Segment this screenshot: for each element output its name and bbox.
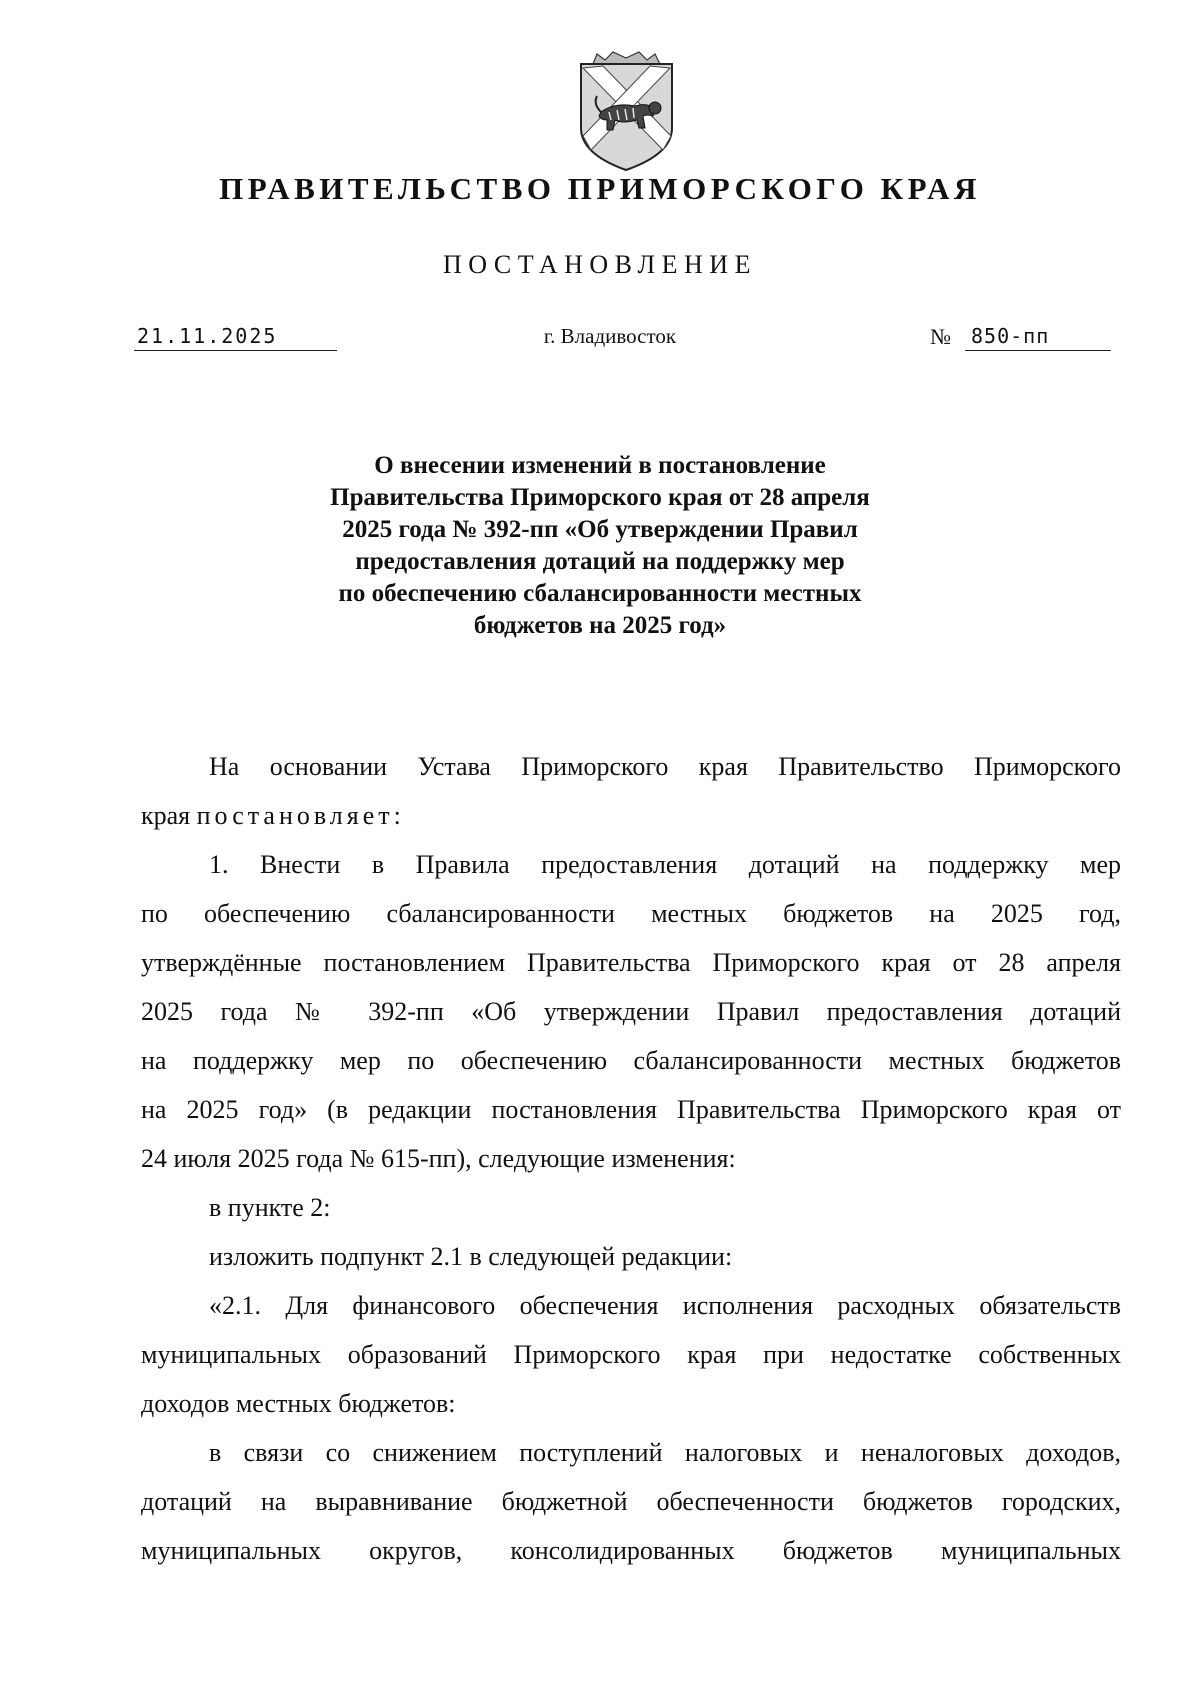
body-line: утверждённые постановлением Правительства Приморского края от 28 апреля [141, 948, 1121, 977]
body-line [141, 791, 1121, 840]
document-date: 21.11.2025 [134, 323, 337, 351]
body-line: доходов местных бюджетов: [141, 1389, 456, 1418]
number-sign: № [930, 324, 951, 349]
body-line: в связи со снижением поступлений налоговых и неналоговых доходов, [209, 1438, 1121, 1467]
coat-of-arms-emblem [575, 50, 678, 173]
heading-line: О внесении изменений в постановление [374, 452, 826, 479]
body-line: «2.1. Для финансового обеспечения исполнения расходных обязательств [209, 1291, 1121, 1320]
body-line: 24 июля 2025 года № 615-пп), следующие изменения: [141, 1144, 736, 1173]
heading-line: по обеспечению сбалансированности местных [338, 580, 862, 607]
body-line: изложить подпункт 2.1 в следующей редакции: [209, 1242, 733, 1271]
government-title: ПРАВИТЕЛЬСТВО ПРИМОРСКОГО КРАЯ [219, 171, 981, 206]
document-type: ПОСТАНОВЛЕНИЕ [443, 250, 757, 279]
body-line: 2025 года № 392-пп «Об утверждении Правил предоставления дотаций [141, 997, 1121, 1026]
body-line: муниципальных образований Приморского края при недостатке собственных [141, 1340, 1121, 1369]
body-line: дотаций на выравнивание бюджетной обеспеченности бюджетов городских, [141, 1487, 1121, 1516]
body-line: на поддержку мер по обеспечению сбалансированности местных бюджетов [141, 1046, 1121, 1075]
heading-line: 2025 года № 392-пп «Об утверждении Правил [342, 516, 858, 543]
body-line: муниципальных округов, консолидированных бюджетов муниципальных [141, 1536, 1121, 1565]
document-heading [280, 450, 920, 642]
document-meta-row [0, 323, 1200, 363]
heading-line: бюджетов на 2025 год» [473, 612, 727, 639]
document-number: 850-пп [965, 323, 1111, 351]
document-city: г. Владивосток [543, 324, 677, 348]
body-line: на 2025 год» (в редакции постановления Правительства Приморского края от [141, 1095, 1121, 1124]
body-line: по обеспечению сбалансированности местных бюджетов на 2025 год, [141, 899, 1121, 928]
heading-line: Правительства Приморского края от 28 апреля [330, 484, 870, 511]
body-text-spaced: постановляет: [196, 801, 405, 830]
body-line: На основании Устава Приморского края Правительство Приморского [209, 752, 1121, 781]
body-text-segment: края [141, 801, 197, 830]
body-line: 1. Внести в Правила предоставления дотаций на поддержку мер [209, 850, 1121, 879]
body-line: в пункте 2: [209, 1193, 331, 1222]
heading-line: предоставления дотаций на поддержку мер [355, 548, 845, 575]
document-body [141, 742, 1121, 1575]
